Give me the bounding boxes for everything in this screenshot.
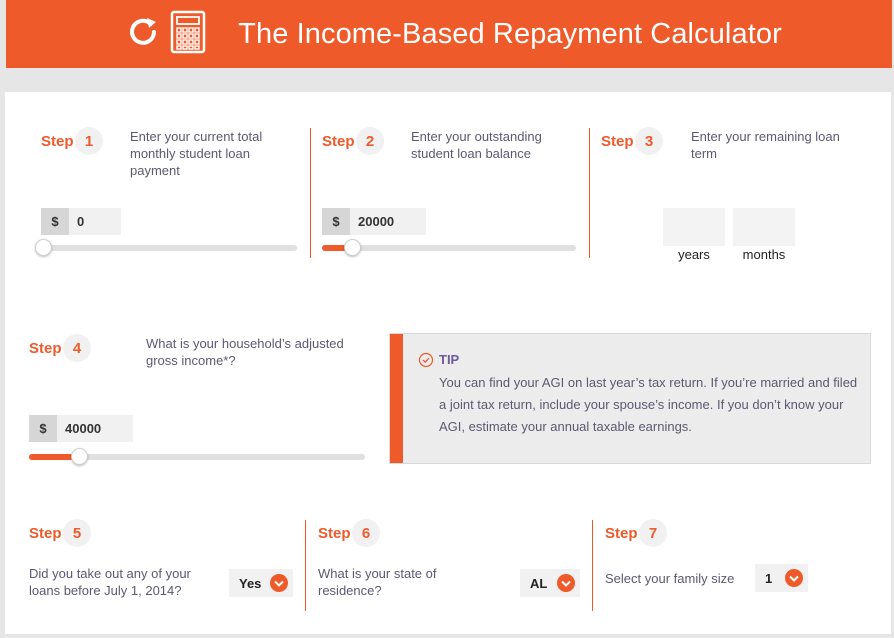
calculator-icon: [170, 10, 206, 59]
step-4-label: Step: [29, 340, 62, 357]
refresh-icon: [124, 13, 162, 56]
divider: [589, 128, 590, 258]
step-3-number: 3: [635, 127, 663, 155]
page-title: The Income-Based Repayment Calculator: [238, 17, 782, 50]
months-input[interactable]: [733, 208, 795, 246]
step-7-number: 7: [639, 519, 667, 547]
step-4-description: What is your household’s adjusted gross income*?: [146, 336, 344, 368]
selected-value: AL: [530, 575, 548, 591]
logo: [124, 10, 206, 59]
loans-before-2014-select[interactable]: [229, 569, 293, 597]
divider: [305, 520, 306, 611]
years-label: years: [678, 247, 710, 262]
step-3-description: Enter your remaining loan term: [691, 129, 840, 161]
currency-symbol: $: [41, 208, 69, 235]
tip-accent-bar: [390, 334, 403, 463]
tip-body: You can find your AGI on last year’s tax return. If you’re married and filed a joint tax return, include your spouse’s income. If you don’t know your AGI, estimate your annual taxable earnings.: [439, 375, 858, 434]
chevron-down-icon[interactable]: [270, 574, 288, 592]
step-6-number: 6: [352, 519, 380, 547]
months-label: months: [742, 247, 786, 262]
calculator-card: [5, 92, 891, 634]
step-1-description: Enter your current total monthly student loan payment: [130, 129, 263, 178]
slider-handle[interactable]: [344, 239, 361, 256]
agi-field[interactable]: [29, 415, 133, 442]
state-select[interactable]: [520, 569, 580, 597]
monthly-payment-slider[interactable]: [35, 245, 297, 251]
divider: [310, 128, 311, 258]
step-1-number: 1: [75, 127, 103, 155]
step-2-number: 2: [356, 127, 384, 155]
step-6-label: Step: [318, 525, 351, 542]
app-header: [6, 0, 892, 68]
currency-symbol: $: [322, 208, 350, 235]
slider-handle[interactable]: [71, 448, 88, 465]
tip-title: TIP: [439, 352, 460, 367]
step-3-label: Step: [601, 133, 634, 150]
currency-symbol: $: [29, 415, 57, 442]
chevron-down-icon[interactable]: [785, 569, 803, 587]
step-5-label: Step: [29, 525, 62, 542]
step-1-label: Step: [41, 133, 74, 150]
monthly-payment-input[interactable]: 0: [69, 208, 121, 235]
chevron-down-icon[interactable]: [557, 574, 575, 592]
check-circle-icon: [418, 352, 434, 373]
loan-balance-input[interactable]: 20000: [350, 208, 426, 235]
slider-handle[interactable]: [35, 239, 52, 256]
step-7-description: Select your family size: [605, 571, 735, 586]
step-4-number: 4: [63, 334, 91, 362]
step-5-number: 5: [63, 519, 91, 547]
step-5-description: Did you take out any of your loans before July 1, 2014?: [29, 566, 191, 598]
family-size-select[interactable]: [755, 564, 808, 592]
selected-value: 1: [765, 570, 773, 586]
loan-balance-field[interactable]: [322, 208, 426, 235]
step-2-description: Enter your outstanding student loan balance: [411, 129, 542, 161]
selected-value: Yes: [239, 575, 262, 591]
years-input[interactable]: [663, 208, 725, 246]
monthly-payment-field[interactable]: [41, 208, 121, 235]
agi-slider[interactable]: [29, 454, 365, 460]
loan-balance-slider[interactable]: [322, 245, 576, 251]
tip-box: [389, 333, 871, 464]
divider: [592, 520, 593, 611]
agi-input[interactable]: 40000: [57, 415, 133, 442]
step-7-label: Step: [605, 525, 638, 542]
step-6-description: What is your state of residence?: [318, 566, 437, 598]
step-2-label: Step: [322, 133, 355, 150]
